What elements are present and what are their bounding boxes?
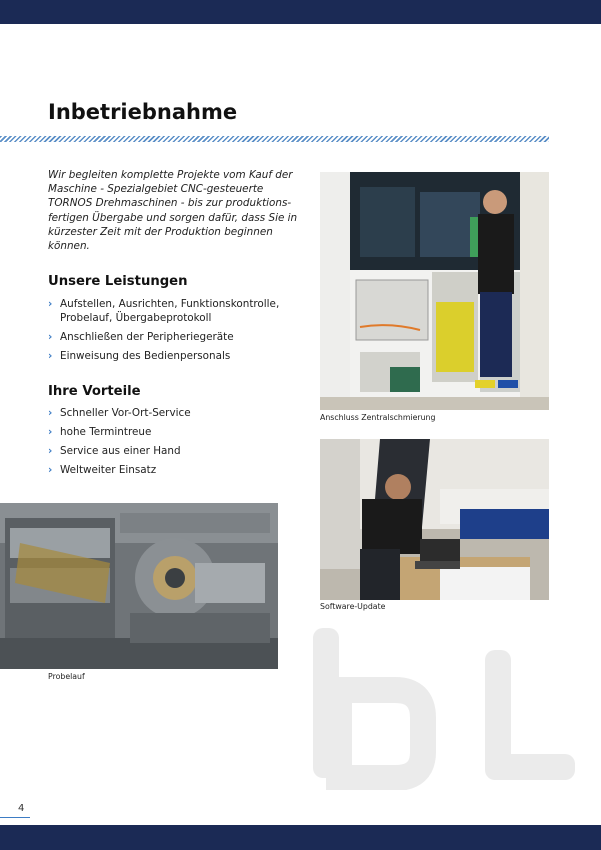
top-banner (0, 0, 601, 24)
list-item (48, 331, 308, 345)
leistungen-heading: Unsere Leistungen (48, 274, 188, 289)
bl-logo-icon (305, 620, 595, 790)
chevron-right-icon: › (48, 445, 53, 457)
page-title: Inbetriebnahme (48, 100, 238, 124)
vorteile-heading: Ihre Vorteile (48, 384, 141, 399)
list-item (48, 445, 308, 459)
chevron-right-icon: › (48, 298, 53, 310)
list-item (48, 407, 308, 421)
list-item-text: hohe Termintreue (60, 426, 152, 438)
chevron-right-icon: › (48, 330, 53, 343)
list-item (48, 464, 308, 478)
list-item-text: Schneller Vor-Ort-Service (60, 407, 191, 419)
list-item-text: Weltweiter Einsatz (60, 464, 157, 476)
hatched-divider (0, 136, 549, 142)
list-item-text: Anschließen der Peripheriegeräte (60, 330, 234, 343)
probelauf-photo (0, 503, 278, 669)
software-photo (320, 439, 549, 600)
list-item (48, 298, 308, 325)
page-number: 4 (18, 803, 25, 814)
intro-text: Wir begleiten komplette Projekte vom Kauf der Maschine - Spezialgebiet CNC-gesteuerte TORNOS Drehmaschinen - bis zur produktions-fertigen Übergabe und sorgen dafür, dass Sie in kürzester Zeit mit der Produktion beginnen können. (48, 169, 298, 253)
cabinet-photo (320, 172, 549, 410)
chevron-right-icon: › (48, 349, 53, 362)
chevron-right-icon: › (48, 464, 53, 476)
leistungen-list (48, 298, 308, 369)
software-caption: Software-Update (320, 602, 386, 611)
chevron-right-icon: › (48, 426, 53, 438)
list-item-text: Aufstellen, Ausrichten, Funktionskontrolle, Probelauf, Übergabeprotokoll (60, 298, 280, 324)
probelauf-caption: Probelauf (48, 672, 85, 681)
bottom-banner (0, 825, 601, 850)
list-item (48, 426, 308, 440)
list-item (48, 350, 308, 364)
chevron-right-icon: › (48, 407, 53, 419)
list-item-text: Service aus einer Hand (60, 445, 181, 457)
list-item-text: Einweisung des Bedienpersonals (60, 349, 231, 362)
page-number-underline (0, 817, 30, 818)
cabinet-caption: Anschluss Zentralschmierung (320, 413, 436, 422)
vorteile-list (48, 407, 308, 483)
